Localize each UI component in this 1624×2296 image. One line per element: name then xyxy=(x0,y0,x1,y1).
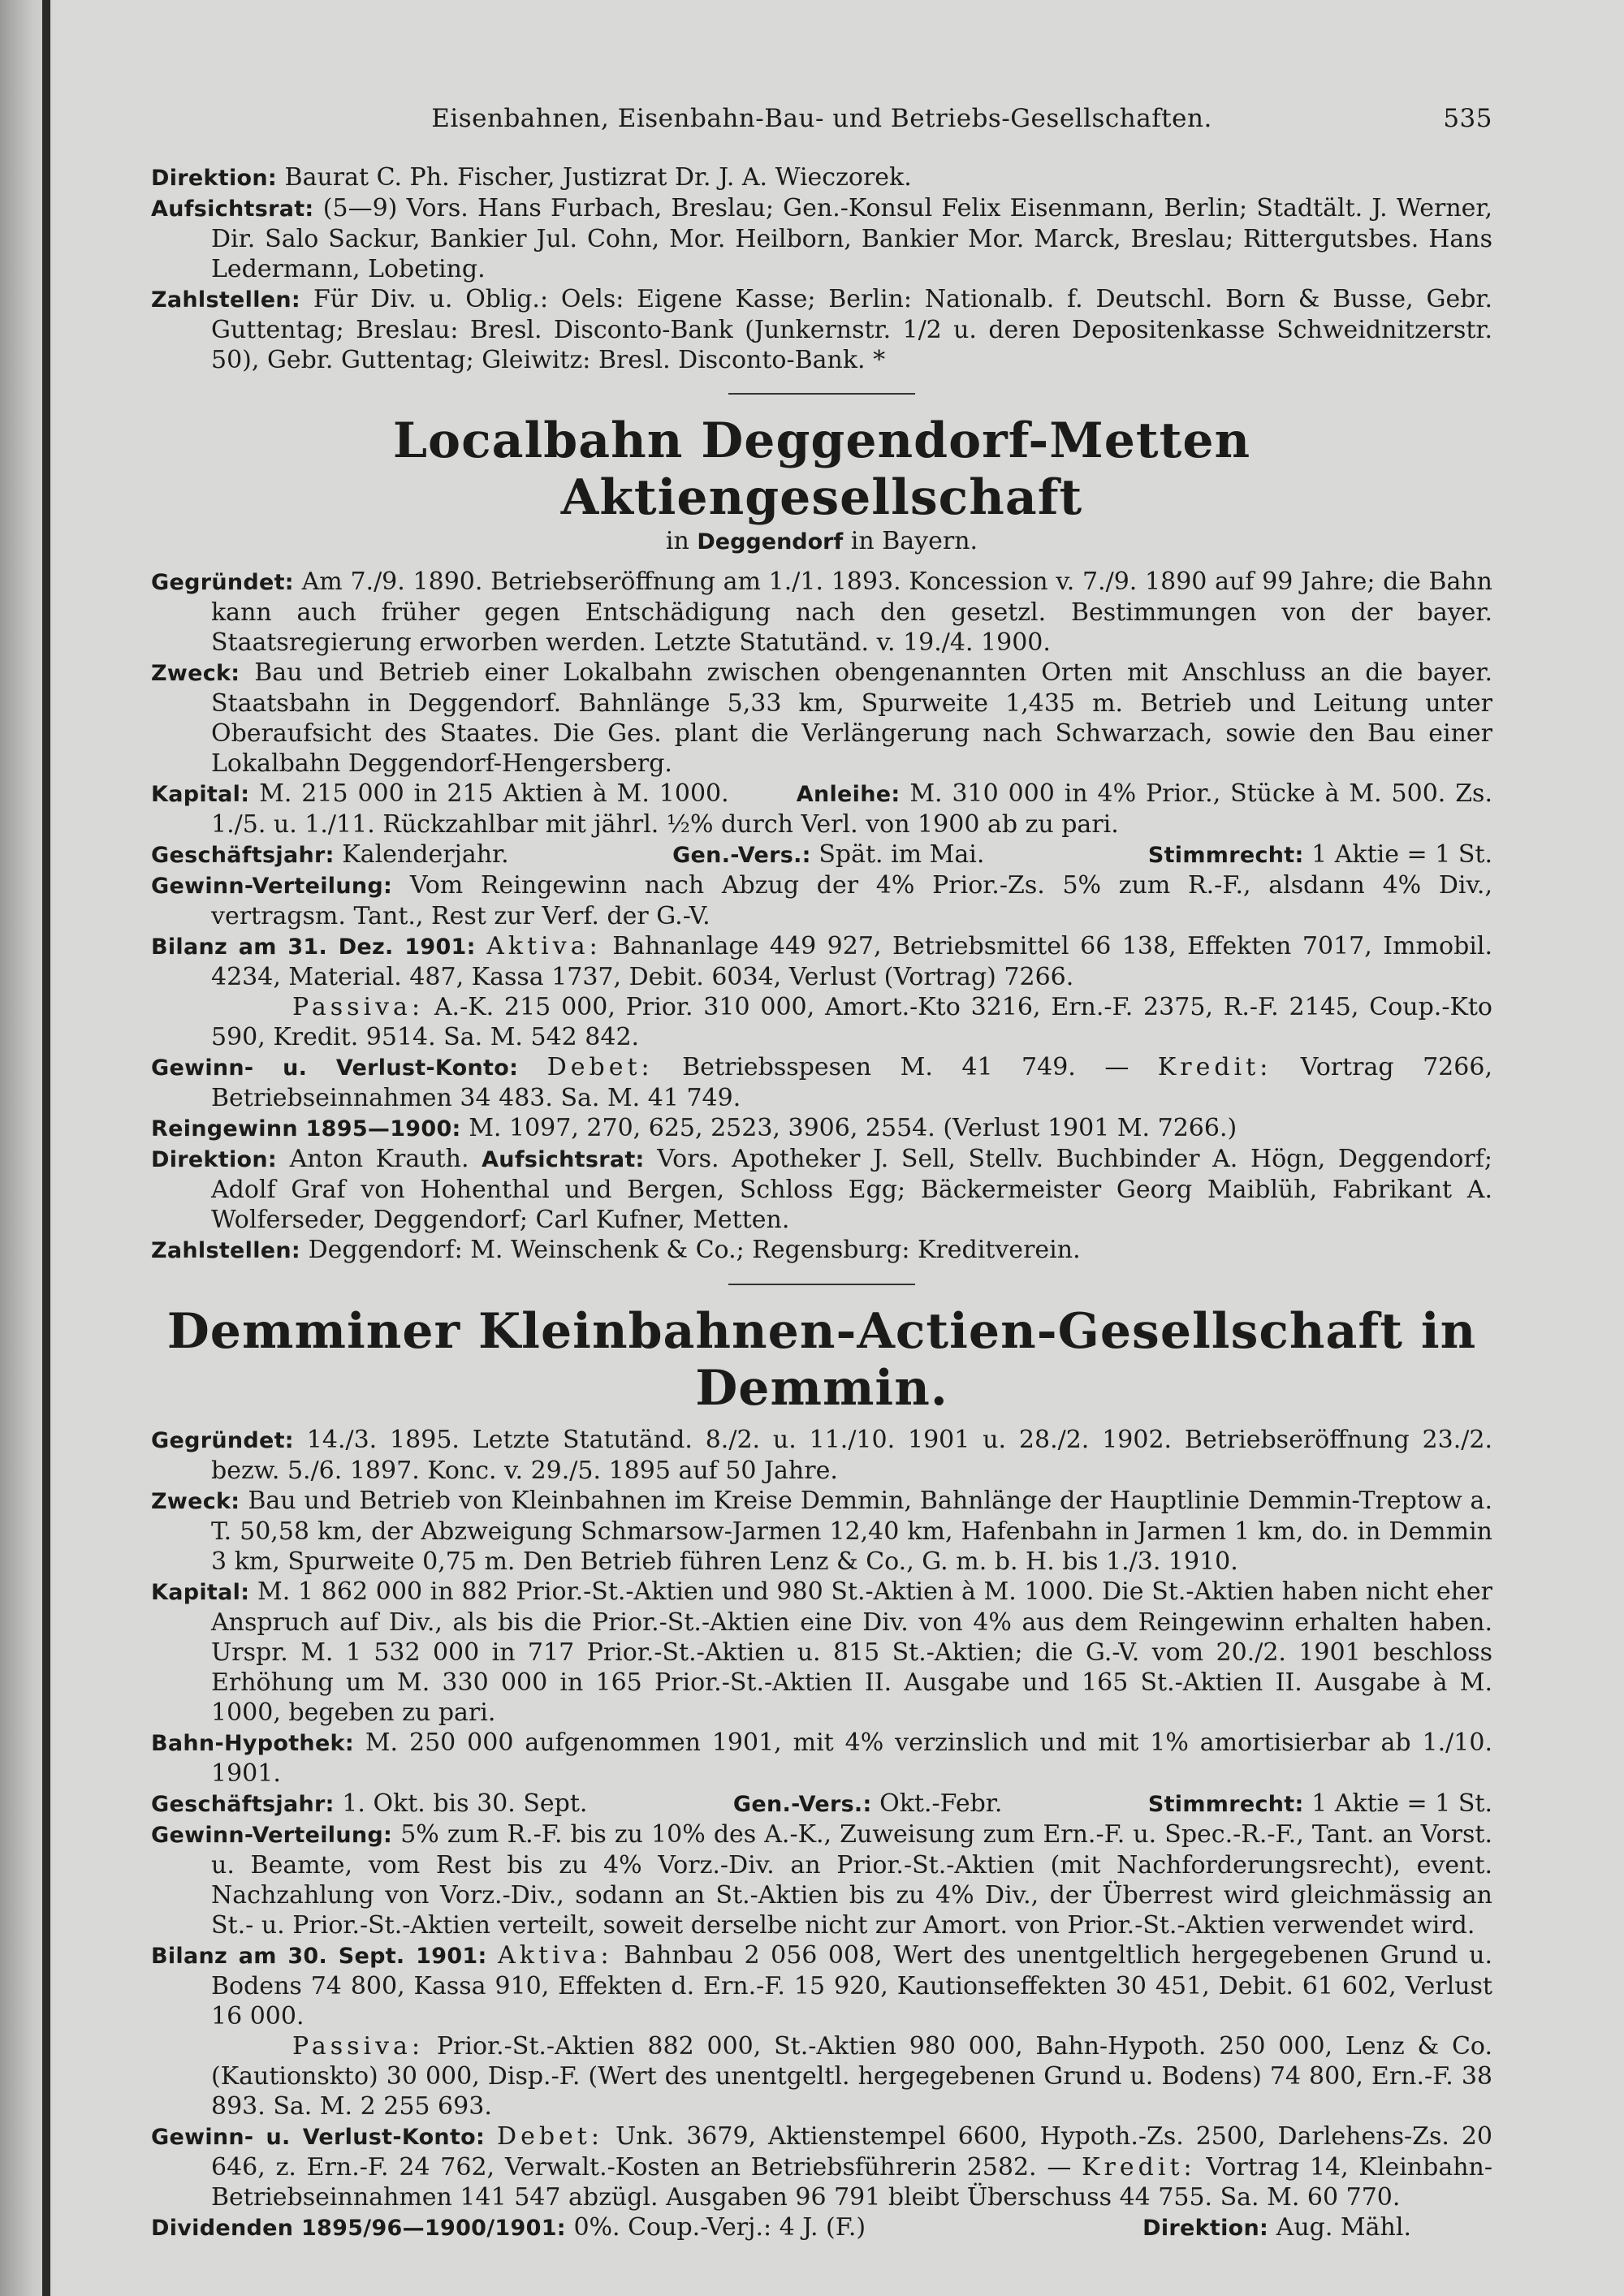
aktiva-word: Aktiva: xyxy=(486,932,602,960)
field-label: Direktion: xyxy=(151,1147,277,1172)
entry-demminer-kleinbahnen xyxy=(151,1303,1492,2243)
dividenden xyxy=(151,2212,866,2243)
field-text: 1. Okt. bis 30. Sept. xyxy=(342,1789,588,1818)
field-label: Zweck: xyxy=(151,661,240,686)
field-text: A.-K. 215 000, Prior. 310 000, Amort.-Kto 3216, Ern.-F. 2375, R.-F. 2145, Coup.-Kto 590, Kredit. 9514. Sa. M. 542 842. xyxy=(211,993,1492,1051)
field-text: Bahnbau 2 056 008, Wert des unentgeltlich hergegebenen Grund u. Bodens 74 800, Kassa 910, Effekten d. Ern.-F. 15 920, Kautionseffekten 30 451, Debit. 61 602, Verlust 16 000. xyxy=(211,1941,1492,2031)
field-label: Bahn-Hypothek: xyxy=(151,1731,354,1756)
geschaeftsjahr xyxy=(151,1789,588,1819)
field-label: Kapital: xyxy=(151,782,250,807)
field-label: Gewinn-Verteilung: xyxy=(151,874,393,899)
genvers xyxy=(672,839,985,870)
field-text: Spät. im Mai. xyxy=(818,840,985,869)
field-text: Betriebsspesen M. 41 749. — xyxy=(682,1053,1129,1081)
location-place: Deggendorf xyxy=(697,529,844,555)
company-location xyxy=(151,526,1492,557)
field-text: Unk. 3679, Aktienstempel 6600, Hypoth.-Zs. 2500, Darlehens-Zs. 20 646, z. Ern.-F. 24 762, Verwalt.-Kosten an Betriebsführerin 2582. — xyxy=(211,2122,1492,2182)
field-dividenden-row xyxy=(151,2212,1492,2243)
location-prefix: in xyxy=(665,527,689,555)
field-bilanz-aktiva xyxy=(151,1940,1492,2031)
field-label: Direktion: xyxy=(151,166,277,191)
genvers xyxy=(732,1789,1003,1819)
kredit-word: Kredit: xyxy=(1082,2153,1196,2182)
kredit-word: Kredit: xyxy=(1157,1053,1272,1081)
section-divider xyxy=(728,1284,915,1285)
geschaeftsjahr xyxy=(151,839,509,870)
field-label: Zweck: xyxy=(151,1489,240,1514)
field-text: M. 1097, 270, 625, 2523, 3906, 2554. (Verlust 1901 M. 7266.) xyxy=(469,1114,1237,1142)
passiva-word: Passiva: xyxy=(292,993,425,1021)
field-direktion-aufsichtsrat xyxy=(151,1144,1492,1235)
field-label: Gewinn- u. Verlust-Konto: xyxy=(151,1055,519,1081)
field-geschaeftsjahr-row xyxy=(151,1789,1492,1819)
field-gewinn-verteilung xyxy=(151,1819,1492,1940)
field-text: M. 250 000 aufgenommen 1901, mit 4% verzinslich und mit 1% amortisierbar ab 1./10. 1901. xyxy=(211,1728,1492,1788)
running-title: Eisenbahnen, Eisenbahn-Bau- und Betriebs-Gesellschaften. xyxy=(431,104,1212,133)
field-label: Gen.-Vers.: xyxy=(672,843,811,868)
field-gegruendet xyxy=(151,1425,1492,1486)
stimmrecht xyxy=(1147,1789,1492,1819)
field-label: Zahlstellen: xyxy=(151,1238,301,1263)
field-text: Okt.-Febr. xyxy=(879,1789,1003,1818)
field-text: Für Div. u. Oblig.: Oels: Eigene Kasse; Berlin: Nationalb. f. Deutschl. Born & Busse, Gebr. Guttentag; Breslau: Bresl. Disconto-Bank (Junkernstr. 1/2 u. deren Depositenkasse Schweidnitzerstr. 50), Gebr. Guttentag; Gleiwitz: Bresl. Disconto-Bank. * xyxy=(211,285,1492,374)
field-text: Vom Reingewinn nach Abzug der 4% Prior.-Zs. 5% zum R.-F., alsdann 4% Div., vertragsm. Tant., Rest zur Verf. der G.-V. xyxy=(211,871,1492,930)
field-label: Zahlstellen: xyxy=(151,287,301,313)
entry-localbahn-deggendorf xyxy=(151,412,1492,1266)
field-text: Baurat C. Ph. Fischer, Justizrat Dr. J. A. Wieczorek. xyxy=(284,163,912,192)
company-title: Demminer Kleinbahnen-Actien-Gesellschaft in Demmin. xyxy=(166,1303,1477,1417)
field-zweck xyxy=(151,658,1492,779)
field-label: Gegründet: xyxy=(151,1428,294,1453)
field-text: 1 Aktie = 1 St. xyxy=(1311,1789,1492,1818)
page-gutter-line xyxy=(42,0,50,2296)
direktion xyxy=(1142,2212,1411,2243)
field-geschaeftsjahr-row xyxy=(151,839,1492,870)
field-label: Reingewinn 1895—1900: xyxy=(151,1116,461,1142)
field-gegruendet xyxy=(151,567,1492,658)
field-label: Kapital: xyxy=(151,1580,250,1605)
field-zahlstellen xyxy=(151,1235,1492,1266)
prev-direktion xyxy=(151,162,1492,193)
field-label: Bilanz am 31. Dez. 1901: xyxy=(151,934,476,960)
field-label: Stimmrecht: xyxy=(1147,843,1304,868)
field-label: Gegründet: xyxy=(151,570,294,595)
field-bilanz-passiva xyxy=(151,2031,1492,2121)
stimmrecht xyxy=(1147,839,1492,870)
field-text: Vortrag 7266, Betriebseinnahmen 34 483. Sa. M. 41 749. xyxy=(211,1053,1492,1112)
field-label: Geschäftsjahr: xyxy=(151,1792,335,1817)
location-suffix: in Bayern. xyxy=(850,527,978,555)
field-text: Vors. Apotheker J. Sell, Stellv. Buchbinder A. Högn, Deggendorf; Adolf Graf von Hohenthal und Bergen, Schloss Egg; Bäckermeister Georg Maiblüh, Fabrikant A. Wolferseder, Deggendorf; Carl Kufner, Metten. xyxy=(211,1145,1492,1234)
page-number: 535 xyxy=(1443,104,1492,133)
field-gewinn-verlust xyxy=(151,2121,1492,2212)
field-text: 1 Aktie = 1 St. xyxy=(1311,840,1492,869)
field-text: Deggendorf: M. Weinschenk & Co.; Regensburg: Kreditverein. xyxy=(308,1236,1081,1264)
field-label: Dividenden 1895/96—1900/1901: xyxy=(151,2216,566,2241)
prev-aufsichtsrat xyxy=(151,193,1492,284)
field-label: Stimmrecht: xyxy=(1147,1792,1304,1817)
field-text: M. 1 862 000 in 882 Prior.-St.-Aktien und 980 St.-Aktien à M. 1000. Die St.-Aktien haben nicht eher Anspruch auf Div., als bis die Prior.-St.-Aktien eine Div. von 4% aus dem Reingewinn erhalten haben. Urspr. M. 1 532 000 in 717 Prior.-St.-Aktien u. 815 St.-Aktien; die G.-V. vom 20./2. 1901 beschloss Erhöhung um M. 330 000 in 165 Prior.-St.-Aktien II. Ausgabe und 165 St.-Aktien II. Ausgabe à M. 1000, begeben zu pari. xyxy=(211,1577,1492,1727)
company-title: Localbahn Deggendorf-Metten Aktiengesellschaft xyxy=(392,412,1251,526)
field-text: (5—9) Vors. Hans Furbach, Breslau; Gen.-Konsul Felix Eisenmann, Berlin; Stadtält. J. Werner, Dir. Salo Sackur, Bankier Jul. Cohn, Mor. Heilborn, Bankier Mor. Marck, Breslau; Rittergutsbes. Hans Ledermann, Lobeting. xyxy=(211,194,1492,283)
field-text: Aug. Mähl. xyxy=(1276,2213,1411,2242)
field-zweck xyxy=(151,1486,1492,1577)
field-bahn-hypothek xyxy=(151,1728,1492,1789)
debet-word: Debet: xyxy=(546,1053,654,1081)
field-label: Aufsichtsrat: xyxy=(151,196,314,222)
document-page xyxy=(151,104,1492,2243)
field-gewinn-verteilung xyxy=(151,870,1492,931)
field-label: Anleihe: xyxy=(796,782,901,807)
field-text: 14./3. 1895. Letzte Statutänd. 8./2. u. 11./10. 1901 u. 28./2. 1902. Betriebseröffnung 23./2. bezw. 5./6. 1897. Konc. v. 29./5. 1895 auf 50 Jahre. xyxy=(211,1426,1492,1485)
field-text: M. 310 000 in 4% Prior., Stücke à M. 500. Zs. 1./5. u. 1./11. Rückzahlbar mit jährl. ½% durch Verl. von 1900 ab zu pari. xyxy=(211,779,1492,839)
section-divider xyxy=(728,393,915,395)
field-label: Gewinn-Verteilung: xyxy=(151,1823,393,1848)
field-text: Am 7./9. 1890. Betriebseröffnung am 1./1. 1893. Koncession v. 7./9. 1890 auf 99 Jahre; die Bahn kann auch früher gegen Entschädigung nach den gesetzl. Bestimmungen von der bayer. Staatsregierung erworben werden. Letzte Statutänd. v. 19./4. 1900. xyxy=(211,568,1492,657)
field-text: M. 215 000 in 215 Aktien à M. 1000. xyxy=(259,779,729,808)
field-text: Bahnanlage 449 927, Betriebsmittel 66 138, Effekten 7017, Immobil. 4234, Material. 487, Kassa 1737, Debit. 6034, Verlust (Vortrag) 7266. xyxy=(211,932,1492,991)
field-bilanz-aktiva xyxy=(151,931,1492,992)
page-header xyxy=(151,104,1492,140)
field-label: Bilanz am 30. Sept. 1901: xyxy=(151,1944,487,1969)
field-text: 5% zum R.-F. bis zu 10% des A.-K., Zuweisung zum Ern.-F. u. Spec.-R.-F., Tant. an Vorst. u. Beamte, vom Rest bis zu 4% Vorz.-Div. an Prior.-St.-Aktien (mit Nachforderungsrecht), event. Nachzahlung von Vorz.-Div., sodann an St.-Aktien bis zu 4% Div., der Überrest wird gleichmässig an St.- u. Prior.-St.-Aktien verteilt, soweit derselbe nicht zur Amort. von Prior.-St.-Aktien verwendet wird. xyxy=(211,1820,1492,1940)
field-text: Anton Krauth. xyxy=(289,1145,469,1173)
debet-word: Debet: xyxy=(497,2122,603,2151)
field-text: Vortrag 14, Kleinbahn-Betriebseinnahmen 141 547 abzügl. Ausgaben 96 791 bleibt Überschuss 44 755. Sa. M. 60 770. xyxy=(211,2153,1492,2212)
field-bilanz-passiva xyxy=(151,992,1492,1052)
field-label: Gen.-Vers.: xyxy=(732,1792,872,1817)
field-label: Direktion: xyxy=(1142,2216,1269,2241)
passiva-word: Passiva: xyxy=(292,2032,425,2061)
field-kapital xyxy=(151,1577,1492,1728)
aktiva-word: Aktiva: xyxy=(498,1941,613,1970)
prev-zahlstellen xyxy=(151,284,1492,375)
field-label: Aufsichtsrat: xyxy=(482,1147,645,1172)
field-kapital-anleihe xyxy=(151,779,1492,839)
field-text: Bau und Betrieb von Kleinbahnen im Kreise Demmin, Bahnlänge der Hauptlinie Demmin-Treptow a. T. 50,58 km, der Abzweigung Schmarsow-Jarmen 12,40 km, Hafenbahn in Jarmen 1 km, do. in Demmin 3 km, Spurweite 0,75 m. Den Betrieb führen Lenz & Co., G. m. b. H. bis 1./3. 1910. xyxy=(211,1487,1492,1576)
field-label: Geschäftsjahr: xyxy=(151,843,335,868)
field-text: Bau und Betrieb einer Lokalbahn zwischen obengenannten Orten mit Anschluss an die bayer. Staatsbahn in Deggendorf. Bahnlänge 5,33 km, Spurweite 1,435 m. Betrieb und Leitung unter Oberaufsicht des Staates. Die Ges. plant die Verlängerung nach Schwarzach, sowie den Bau einer Lokalbahn Deggendorf-Hengersberg. xyxy=(211,658,1492,778)
field-text: Kalenderjahr. xyxy=(342,840,509,869)
field-reingewinn xyxy=(151,1113,1492,1144)
field-text: 0%. Coup.-Verj.: 4 J. (F.) xyxy=(573,2213,866,2242)
field-label: Gewinn- u. Verlust-Konto: xyxy=(151,2125,486,2150)
field-gewinn-verlust xyxy=(151,1052,1492,1113)
field-text: Prior.-St.-Aktien 882 000, St.-Aktien 980 000, Bahn-Hypoth. 250 000, Lenz & Co. (Kautionskto) 30 000, Disp.-F. (Wert des unentgeltl. hergegebenen Grund u. Bodens) 74 800, Ern.-F. 38 893. Sa. M. 2 255 693. xyxy=(211,2032,1492,2121)
